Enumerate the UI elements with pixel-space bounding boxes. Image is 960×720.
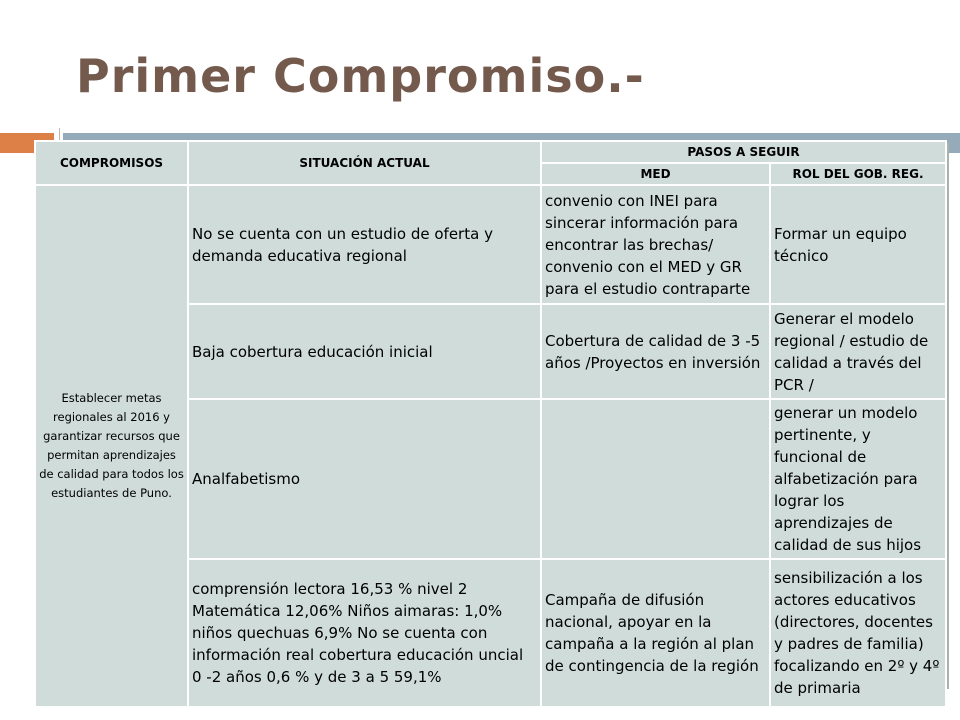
situacion-cell: Analfabetismo — [188, 399, 541, 559]
table-row — [35, 185, 946, 304]
situacion-cell: comprensión lectora 16,53 % nivel 2 Matemática 12,06% Niños aimaras: 1,0% niños quechuas 6,9% No se cuenta con información real cobertura educación uncial 0 -2 años 0,6 % y de 3 a 5 59,1% — [188, 559, 541, 707]
header-compromisos: COMPROMISOS — [35, 141, 188, 185]
med-cell: convenio con INEI para sincerar información para encontrar las brechas/ convenio con el MED y GR para el estudio contraparte — [541, 185, 770, 304]
situacion-cell: Baja cobertura educación inicial — [188, 304, 541, 399]
gob-reg-cell: Formar un equipo técnico — [770, 185, 946, 304]
med-cell: Cobertura de calidad de 3 -5 años /Proyectos en inversión — [541, 304, 770, 399]
header-situacion-actual: SITUACIÓN ACTUAL — [188, 141, 541, 185]
header-rol-gob-reg: ROL DEL GOB. REG. — [770, 163, 946, 185]
gob-reg-cell: Generar el modelo regional / estudio de calidad a través del PCR / — [770, 304, 946, 399]
commitment-cell: Establecer metas regionales al 2016 y garantizar recursos que permitan aprendizajes de calidad para todos los estudiantes de Puno. — [35, 185, 188, 707]
gob-reg-cell: generar un modelo pertinente, y funcional de alfabetización para lograr los aprendizajes de calidad de sus hijos — [770, 399, 946, 559]
header-med: MED — [541, 163, 770, 185]
med-cell — [541, 399, 770, 559]
situacion-cell: No se cuenta con un estudio de oferta y demanda educativa regional — [188, 185, 541, 304]
commitments-table — [34, 140, 947, 708]
med-cell: Campaña de difusión nacional, apoyar en la campaña a la región al plan de contingencia de la región — [541, 559, 770, 707]
header-pasos-a-seguir: PASOS A SEGUIR — [541, 141, 946, 163]
slide-title: Primer Compromiso.- — [76, 49, 645, 103]
gob-reg-cell: sensibilización a los actores educativos (directores, docentes y padres de familia) focalizando en 2º y 4º de primaria — [770, 559, 946, 707]
